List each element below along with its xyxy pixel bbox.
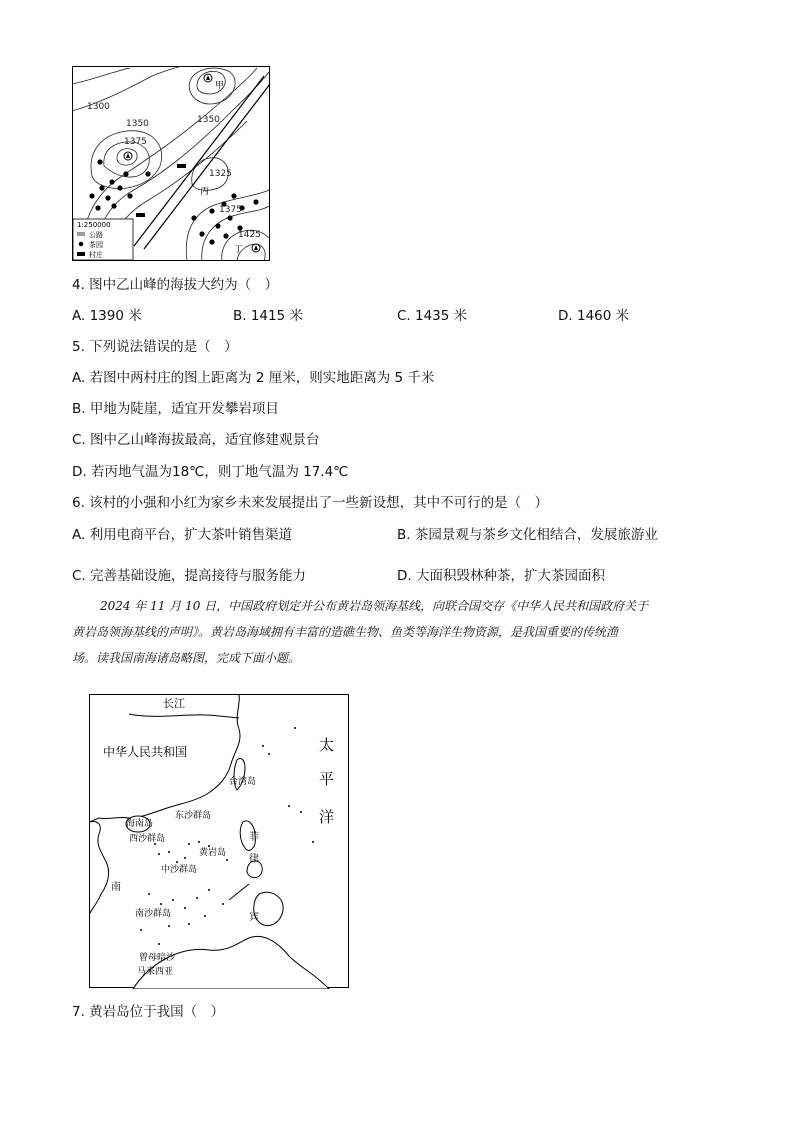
label-pacific-1: 太 bbox=[319, 736, 335, 754]
legend-road: 公路 bbox=[89, 231, 103, 239]
question-4-option-c[interactable]: C. 1435 米 bbox=[397, 308, 468, 324]
label-changjiang: 长江 bbox=[163, 697, 185, 710]
contour-label: 1425 bbox=[238, 230, 261, 240]
question-6-option-a[interactable]: A. 利用电商平台，扩大茶叶销售渠道 bbox=[72, 527, 293, 543]
contour-label: 1375 bbox=[219, 205, 242, 215]
passage-line-1: 2024 年 11 月 10 日，中国政府划定并公布黄岩岛领海基线，向联合国交存《中华人民共和国政府关于 bbox=[100, 599, 649, 613]
label-nansha: 南沙群岛 bbox=[135, 909, 172, 919]
place-label-bing: 丙 bbox=[200, 187, 210, 197]
passage-line-3: 场。读我国南海诸岛略图，完成下面小题。 bbox=[72, 651, 301, 665]
label-lv: 律 bbox=[249, 854, 259, 865]
label-malaysia: 马来西亚 bbox=[137, 967, 174, 977]
place-label-jia: 甲 bbox=[215, 81, 225, 91]
question-4-option-d[interactable]: D. 1460 米 bbox=[558, 308, 630, 324]
legend-scale: 1:250000 bbox=[77, 221, 111, 229]
question-4-option-a[interactable]: A. 1390 米 bbox=[72, 308, 142, 324]
question-6-stem: 6. 该村的小强和小红为家乡未来发展提出了一些新设想，其中不可行的是（ ） bbox=[72, 495, 549, 511]
label-huangyan: 黄岩岛 bbox=[199, 848, 227, 858]
question-5-option-d[interactable]: D. 若丙地气温为18℃，则丁地气温为 17.4℃ bbox=[72, 464, 349, 480]
label-prc: 中华人民共和国 bbox=[103, 745, 188, 759]
label-pacific-3: 洋 bbox=[319, 808, 335, 826]
legend-village: 村庄 bbox=[89, 251, 103, 259]
passage bbox=[72, 593, 722, 671]
question-4-option-b[interactable]: B. 1415 米 bbox=[233, 308, 303, 324]
question-5-option-c[interactable]: C. 图中乙山峰海拔最高，适宜修建观景台 bbox=[72, 432, 320, 448]
label-pacific-2: 平 bbox=[319, 770, 335, 788]
contour-label: 1325 bbox=[209, 169, 232, 179]
question-5-stem: 5. 下列说法错误的是（ ） bbox=[72, 339, 238, 355]
south-china-sea-map bbox=[89, 694, 350, 989]
question-6-option-c[interactable]: C. 完善基础设施，提高接待与服务能力 bbox=[72, 568, 307, 584]
label-taiwan: 台湾岛 bbox=[229, 777, 257, 787]
contour-label: 1375 bbox=[124, 137, 147, 147]
label-dongsha: 东沙群岛 bbox=[175, 811, 212, 821]
contour-label: 1350 bbox=[197, 115, 220, 125]
place-label-ding: 丁 bbox=[234, 245, 244, 255]
question-7-stem: 7. 黄岩岛位于我国（ ） bbox=[72, 1004, 225, 1020]
question-5-option-a[interactable]: A. 若图中两村庄的图上距离为 2 厘米，则实地距离为 5 千米 bbox=[72, 370, 435, 386]
question-5-option-b[interactable]: B. 甲地为陡崖，适宜开发攀岩项目 bbox=[72, 401, 279, 417]
contour-label: 1300 bbox=[87, 102, 110, 112]
label-bin: 宾 bbox=[249, 912, 259, 923]
label-zhongsha: 中沙群岛 bbox=[161, 865, 198, 875]
legend-tea: 茶园 bbox=[89, 241, 103, 249]
label-zengmu: 曾母暗沙 bbox=[139, 953, 176, 963]
label-fei: 菲 bbox=[249, 832, 259, 843]
label-hainan: 海南岛 bbox=[126, 819, 154, 829]
question-6-option-d[interactable]: D. 大面积毁林种茶，扩大茶园面积 bbox=[397, 568, 605, 584]
question-6-option-b[interactable]: B. 茶园景观与茶乡文化相结合，发展旅游业 bbox=[397, 527, 658, 543]
label-xisha: 西沙群岛 bbox=[129, 834, 166, 844]
passage-line-2: 黄岩岛领海基线的声明》。黄岩岛海域拥有丰富的造礁生物、鱼类等海洋生物资源，是我国重要的传统渔 bbox=[72, 625, 619, 639]
contour-label: 1350 bbox=[126, 119, 149, 129]
question-4-stem: 4. 图中乙山峰的海拔大约为（ ） bbox=[72, 277, 279, 293]
label-nan: 南 bbox=[111, 882, 121, 893]
topographic-map bbox=[72, 66, 271, 262]
